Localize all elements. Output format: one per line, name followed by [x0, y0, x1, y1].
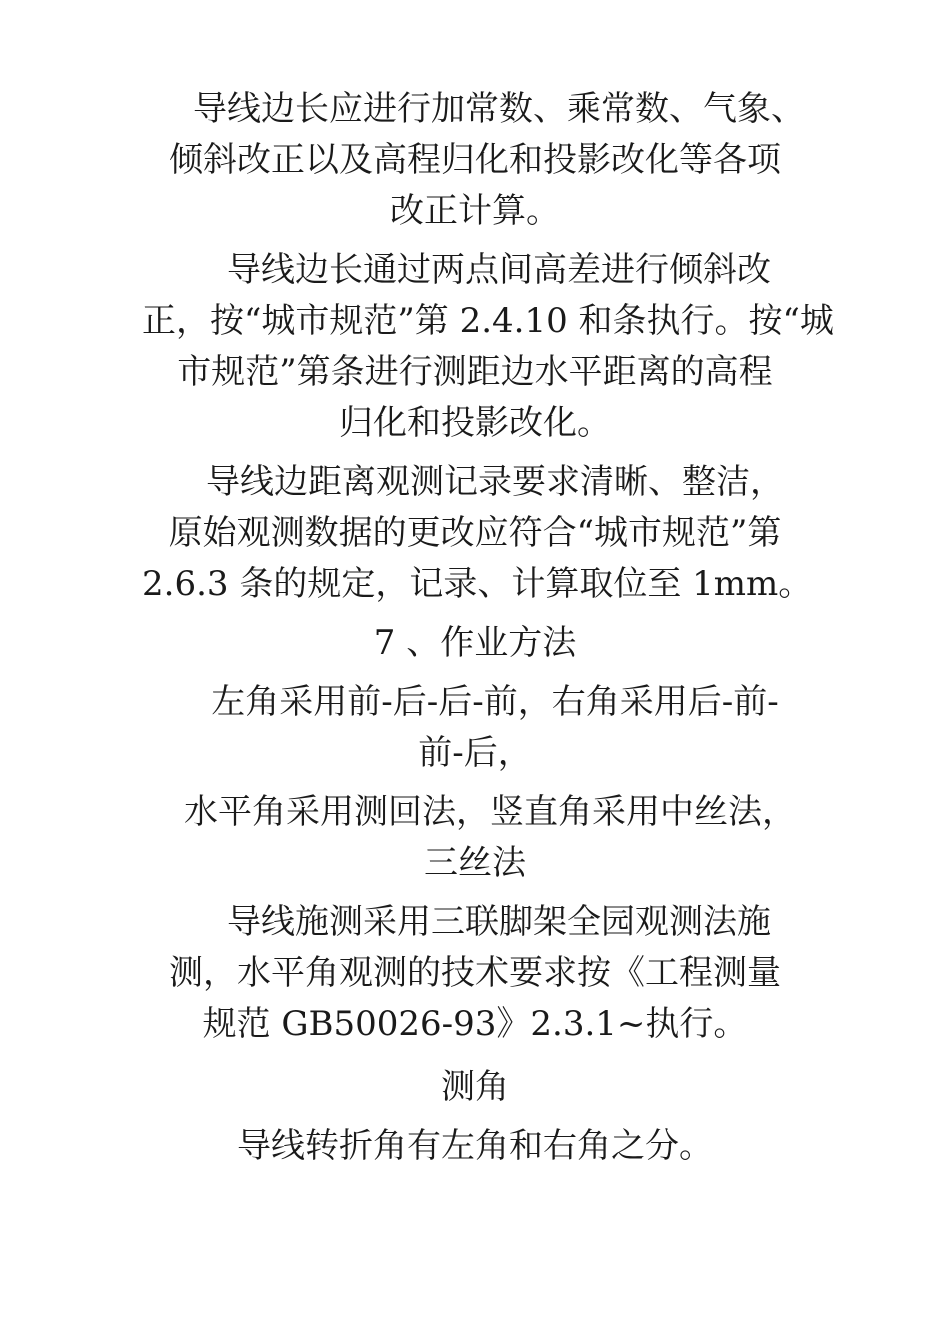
text-line: 导线边长应进行加常数、乘常数、气象、	[193, 89, 805, 129]
text-line: 改正计算。	[390, 191, 560, 231]
text-line: 导线转折角有左角和右角之分。	[237, 1126, 713, 1166]
text-line: 左角采用前-后-后-前，右角采用后-前-	[211, 682, 779, 722]
text-line: 导线施测采用三联脚架全园观测法施	[227, 902, 771, 942]
section-heading: 7 、作业方法	[373, 623, 577, 663]
paragraph-edge-corrections	[142, 84, 808, 237]
text-line: 导线边长通过两点间高差进行倾斜改	[227, 250, 771, 290]
paragraph-angle-order	[142, 677, 808, 779]
section-heading-angle-measurement	[142, 1062, 808, 1113]
text-line: 市规范”第条进行测距边水平距离的高程	[177, 352, 773, 392]
text-line: 规范 GB50026-93》2.3.1~执行。	[202, 1004, 748, 1044]
paragraph-slope-correction	[142, 245, 834, 449]
paragraph-recording-requirements	[142, 457, 813, 610]
paragraph-turning-angles	[142, 1121, 808, 1172]
text-line: 三丝法	[424, 843, 526, 883]
text-line: 原始观测数据的更改应符合“城市规范”第	[168, 513, 782, 553]
text-line: 正，按“城市规范”第 2.4.10 和条执行。按“城	[142, 301, 834, 341]
text-line: 倾斜改正以及高程归化和投影改化等各项	[169, 140, 781, 180]
section-heading-work-method	[142, 618, 808, 669]
section-heading: 测角	[441, 1067, 509, 1107]
text-line: 水平角采用测回法，竖直角采用中丝法，	[184, 792, 796, 832]
document-page	[142, 84, 834, 1172]
text-line: 归化和投影改化。	[339, 403, 611, 443]
text-line: 测，水平角观测的技术要求按《工程测量	[169, 953, 781, 993]
paragraph-traverse-survey	[142, 897, 808, 1050]
text-line: 前-后，	[418, 733, 532, 773]
paragraph-angle-methods	[142, 787, 808, 889]
text-line: 导线边距离观测记录要求清晰、整洁，	[206, 462, 784, 502]
text-line: 2.6.3 条的规定，记录、计算取位至 1mm。	[142, 564, 813, 604]
